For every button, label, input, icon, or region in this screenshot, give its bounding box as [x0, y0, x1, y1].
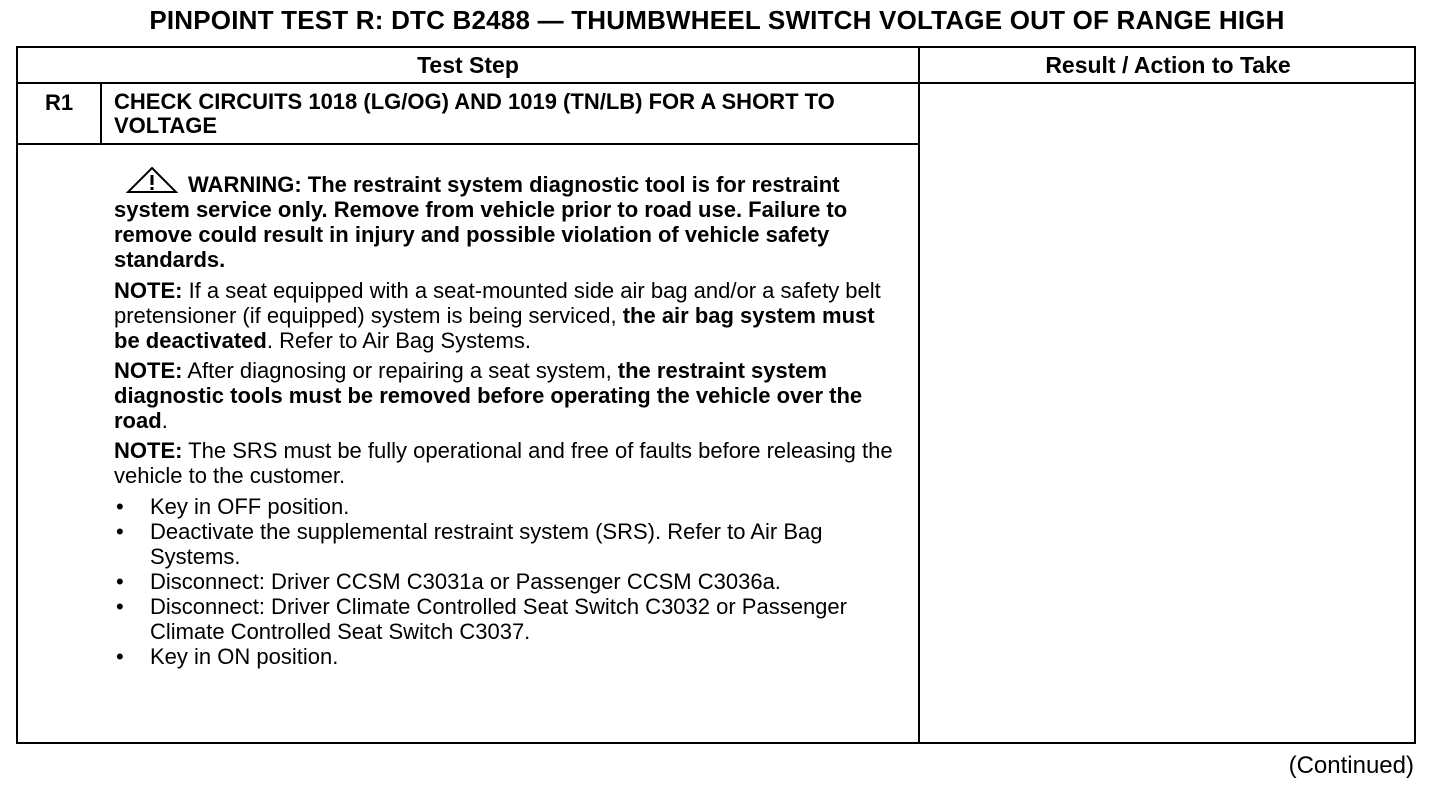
step-content — [114, 166, 904, 669]
bullet: • — [116, 594, 124, 619]
list-item: • Deactivate the supplemental restraint system (SRS). Refer to Air Bag Systems. — [116, 519, 823, 569]
header-divider — [18, 82, 1414, 84]
bullet: • — [116, 569, 124, 594]
column-divider — [918, 48, 920, 742]
list-item: • Key in OFF position. — [116, 494, 350, 519]
note-1 — [114, 278, 904, 353]
note-text-end: . Refer to Air Bag Systems. — [266, 328, 531, 353]
note-text: After diagnosing or repairing a seat system, — [182, 358, 618, 383]
warning-triangle-icon — [126, 166, 178, 194]
list-item: • Disconnect: Driver CCSM C3031a or Passenger CCSM C3036a. — [116, 569, 781, 594]
bullet: • — [116, 519, 124, 544]
continued-label: (Continued) — [1288, 752, 1414, 779]
note-emphasis: the restraint system diagnostic tools must be removed before operating the vehicle over the road — [114, 358, 863, 433]
note-label: NOTE: — [114, 278, 183, 303]
bullet: • — [116, 644, 124, 669]
header-result-action: Result / Action to Take — [1045, 52, 1291, 78]
note-emphasis: the air bag system must be deactivated — [114, 303, 875, 353]
warning-block — [114, 166, 904, 272]
header-test-step: Test Step — [417, 52, 519, 78]
note-label: NOTE: — [114, 358, 183, 383]
page-title: PINPOINT TEST R: DTC B2488 — THUMBWHEEL SWITCH VOLTAGE OUT OF RANGE HIGH — [149, 5, 1285, 35]
step-title: CHECK CIRCUITS 1018 (LG/OG) AND 1019 (TN/LB) FOR A SHORT TO VOLTAGE — [114, 89, 835, 138]
note-3 — [114, 438, 904, 488]
pinpoint-test-table — [16, 46, 1416, 744]
note-text: The SRS must be fully operational and free of faults before releasing the vehicle to the customer. — [114, 438, 893, 488]
step-id: R1 — [44, 90, 74, 115]
note-label: NOTE: — [114, 438, 183, 463]
list-item: • Disconnect: Driver Climate Controlled Seat Switch C3032 or Passenger Climate Controlled Seat Switch C3037. — [116, 594, 847, 644]
note-text: If a seat equipped with a seat-mounted side air bag and/or a safety belt pretensioner (if equipped) system is being serviced, — [114, 278, 881, 328]
warning-text: WARNING: The restraint system diagnostic tool is for restraint system service only. Remove from vehicle prior to road use. Failure to remove could result in injury and possible violation of vehicle safety standards. — [114, 172, 848, 272]
list-item: • Key in ON position. — [116, 644, 339, 669]
note-2 — [114, 358, 904, 433]
bullet: • — [116, 494, 124, 519]
step-id-divider — [100, 84, 102, 144]
procedure-list — [114, 494, 904, 669]
step-title-divider — [18, 143, 918, 145]
note-text-end: . — [161, 408, 168, 433]
